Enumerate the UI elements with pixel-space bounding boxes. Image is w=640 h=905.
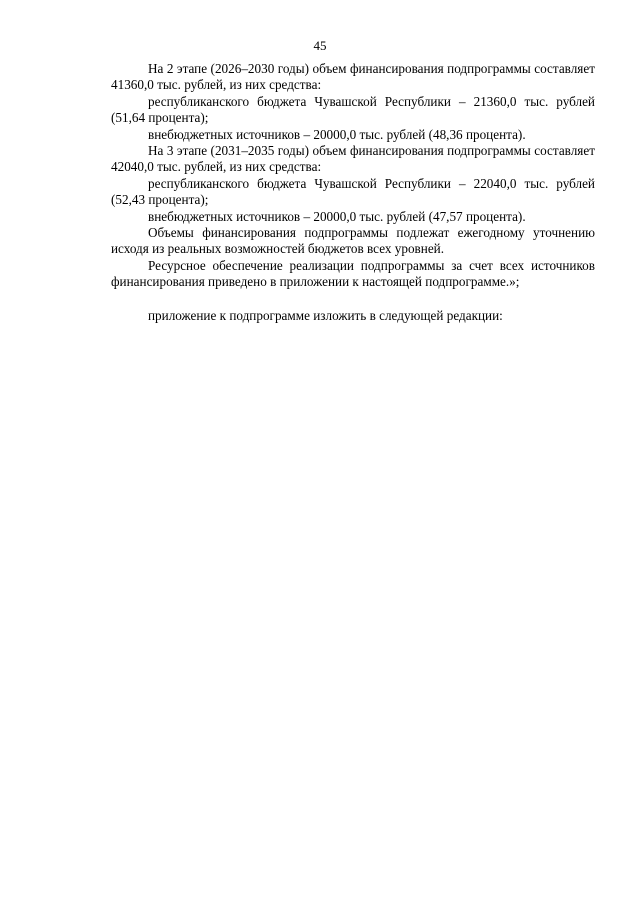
paragraph-stage3-republican-budget: республиканского бюджета Чувашской Республики – 22040,0 тыс. рублей (52,43 процента); bbox=[111, 175, 595, 208]
paragraph-appendix-instruction: приложение к подпрограмме изложить в следующей редакции: bbox=[148, 307, 503, 323]
document-body bbox=[111, 61, 595, 324]
paragraph-resource-provision: Ресурсное обеспечение реализации подпрограммы за счет всех источников финансирования приведено в приложении к настоящей подпрограмме.»; bbox=[111, 257, 595, 290]
paragraph-stage3-extrabudgetary: внебюджетных источников – 20000,0 тыс. рублей (47,57 процента). bbox=[148, 208, 526, 224]
paragraph-stage2-extrabudgetary: внебюджетных источников – 20000,0 тыс. рублей (48,36 процента). bbox=[148, 126, 526, 142]
paragraph-stage3-total: На 3 этапе (2031–2035 годы) объем финансирования подпрограммы составляет 42040,0 тыс. рублей, из них средства: bbox=[111, 143, 595, 175]
page-number: 45 bbox=[313, 38, 327, 53]
paragraph-stage2-republican-budget: республиканского бюджета Чувашской Республики – 21360,0 тыс. рублей (51,64 процента); bbox=[111, 93, 595, 126]
paragraph-annual-refinement: Объемы финансирования подпрограммы подлежат ежегодному уточнению исходя из реальных возможностей бюджетов всех уровней. bbox=[111, 225, 595, 257]
paragraph-stage2-total: На 2 этапе (2026–2030 годы) объем финансирования подпрограммы составляет 41360,0 тыс. рублей, из них средства: bbox=[111, 61, 595, 93]
